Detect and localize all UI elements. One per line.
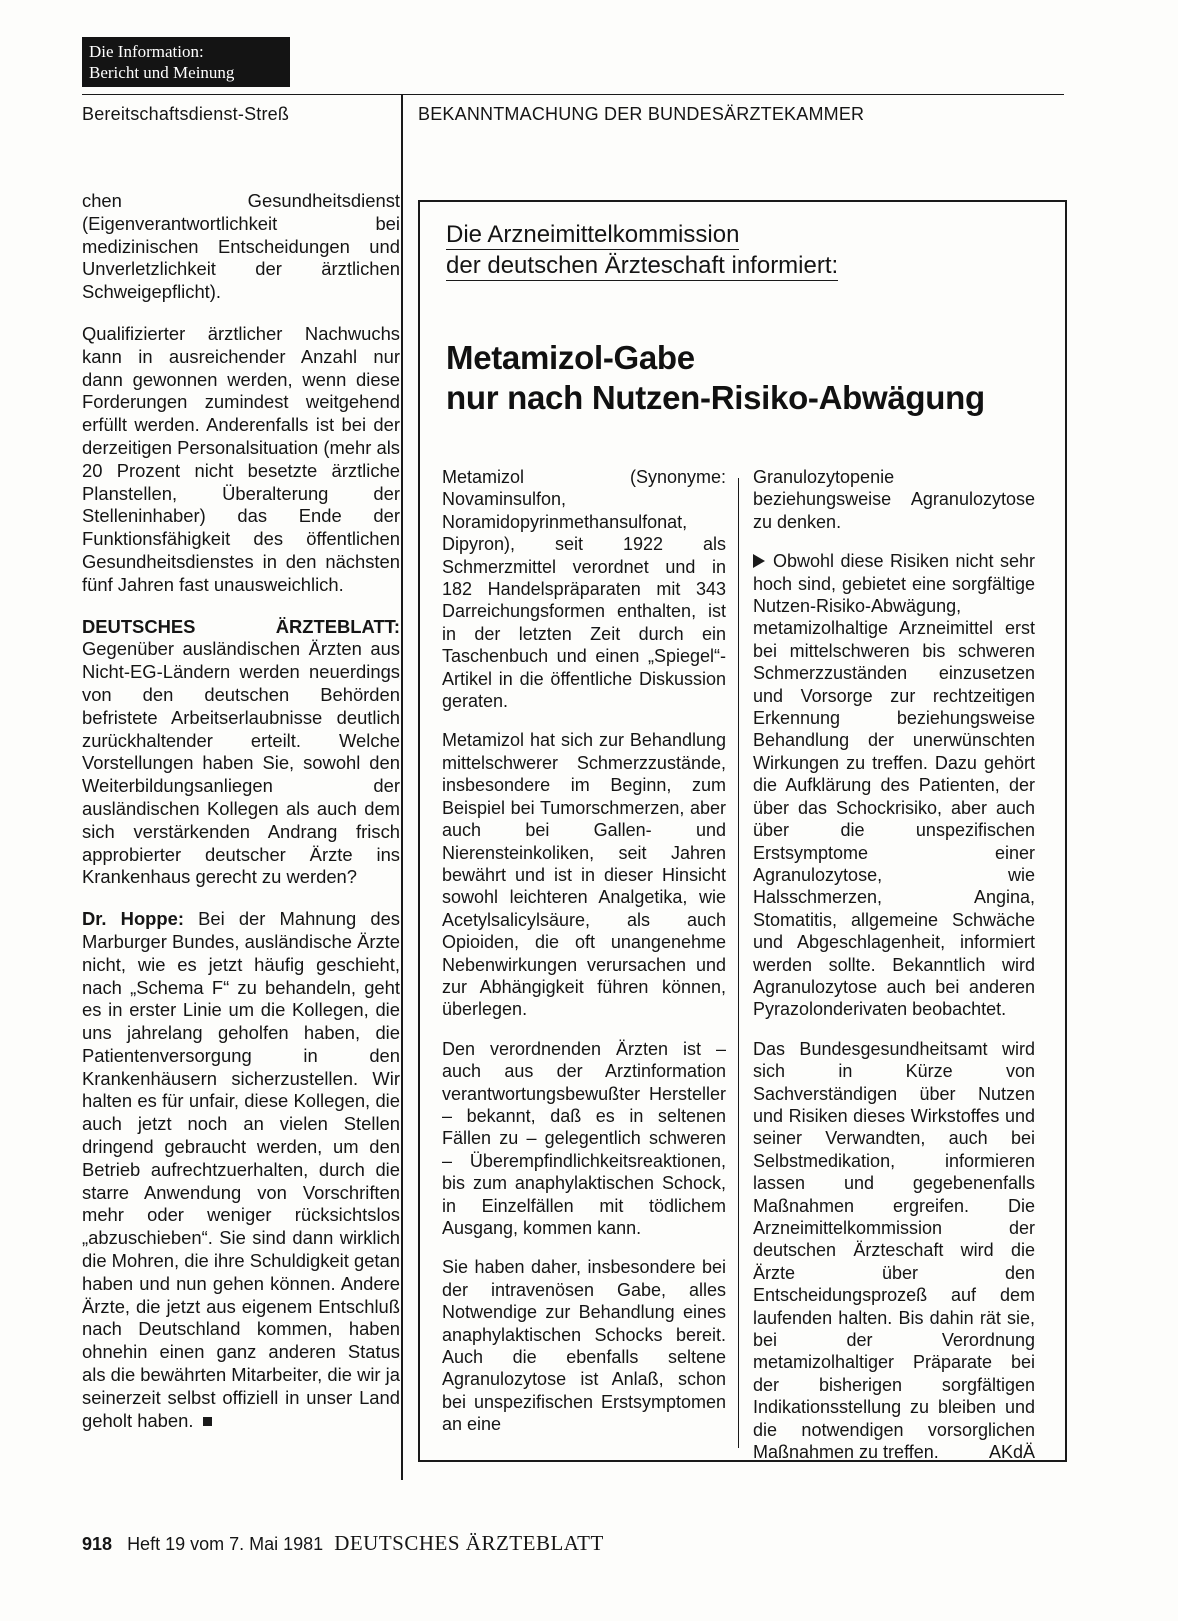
- box-paragraph: Metamizol hat sich zur Behandlung mittelschwerer Schmerzzustände, insbesondere im Beginn, zum Beispiel bei Tumorschmerzen, aber auch bei Gallen- und Nierensteinkoliken, seit Jahren bewährt und ist in dieser Hinsicht sowohl leichteren Analgetika, wie Acetylsalicylsäure, als auch Opioiden, die oft unangenehme Nebenwirkungen verursachen und zur Abhängigkeit führen können, überlegen.: [442, 730, 726, 1020]
- left-paragraph-4: [82, 908, 400, 1432]
- box-paragraph: Den verordnenden Ärzten ist – auch aus der Arztinformation verantwortungsbewußter Hersteller – bekannt, daß es in seltenen Fällen zu – gelegentlich schweren – Überempfindlichkeitsreaktionen, bis zum anaphylaktischen Schock, in Einzelfällen mit tödlichem Ausgang, kommen kann.: [442, 1038, 726, 1238]
- left-paragraph-1: chen Gesundheitsdienst (Eigenverantwortlichkeit bei medizinischen Entscheidungen und Unverletzlichkeit der ärztlichen Schweigepflicht).: [82, 190, 400, 303]
- question-text: Gegenüber ausländischen Ärzten aus Nicht-EG-Ländern werden neuerdings von den deutschen Behörden befristete Arbeitserlaubnisse deutlich zurückhaltender erteilt. Welche Vorstellungen haben Sie, sowohl den Weiterbildungsanliegen der ausländischen Kollegen als auch dem sich verstärkenden Andrang frisch approbierter deutscher Ärzte ins Krankenhaus gerecht zu werden?: [82, 638, 400, 888]
- box-paragraph: Sie haben daher, insbesondere bei der intravenösen Gabe, alles Notwendige zur Behandlung eines anaphylaktischen Schocks bereit. Auch die ebenfalls seltene Agranulozytose ist Anlaß, schon bei unspezifischen Erstsymptomen an eine: [442, 1257, 726, 1435]
- box-paragraph: [753, 1038, 1035, 1464]
- box-column-1: [442, 466, 726, 1453]
- right-section-title: BEKANNTMACHUNG DER BUNDESÄRZTEKAMMER: [418, 104, 865, 124]
- left-column: [82, 190, 400, 1451]
- box-paragraph: Metamizol (Synonyme: Novaminsulfon, Noramidopyrinmethansulfonat, Dipyron), seit 1922 als Schmerzmittel verordnet und in 182 Handelspräparaten mit 343 Darreichungsformen enthalten, ist in der letzten Zeit durch ein Taschenbuch und einen „Spiegel“-Artikel in die öffentliche Diskussion geraten.: [442, 467, 726, 712]
- page-footer: [82, 1531, 604, 1556]
- column-divider: [401, 94, 403, 1480]
- publication-name: DEUTSCHES ÄRZTEBLATT: [334, 1531, 604, 1555]
- highlight-text: Obwohl diese Risiken nicht sehr hoch sind, gebietet eine sorgfältige Nutzen-Risiko-Abwägung, metamizolhaltige Arzneimittel erst bei mittelschweren bis schweren Schmerzzuständen einzusetzen und Vorsorge zur rechtzeitigen Erkennung beziehungsweise Behandlung der unerwünschten Wirkungen zu treffen. Dazu gehört die Aufklärung des Patienten, der über das Schockrisiko, aber auch über die unspezifischen Erstsymptome einer Agranulozytose, wie Halsschmerzen, Angina, Stomatitis, allgemeine Schwäche und Abgeschlagenheit, informiert werden sollte. Bekanntlich wird Agranulozytose auch bei anderen Pyrazolonderivaten beobachtet.: [753, 551, 1035, 1020]
- closing-text: Das Bundesgesundheitsamt wird sich in Kürze von Sachverständigen über Nutzen und Risiken dieses Wirkstoffes und seiner Verwandten, auch bei Selbstmedikation, informieren lassen und gegebenenfalls Maßnahmen ergreifen. Die Arzneimittelkommission der deutschen Ärzteschaft wird die Ärzte über den Entscheidungsprozeß auf dem laufenden halten. Bis dahin rät sie, bei der Verordnung metamizolhaltiger Präparate bei der bisherigen sorgfältigen Indikationsstellung zu bleiben und die notwendigen vorsorglichen Maßnahmen zu treffen.: [753, 1038, 1035, 1463]
- page-number: 918: [82, 1534, 113, 1554]
- left-paragraph-2: Qualifizierter ärztlicher Nachwuchs kann in ausreichender Anzahl nur dann gewonnen werden, wenn diese Forderungen zumindest weitgehend erfüllt werden. Anderenfalls ist bei der derzeitigen Personalsituation (mehr als 20 Prozent nicht besetzte ärztliche Planstellen, Überalterung der Stelleninhaber) das Ende der Funktionsfähigkeit des öffentlichen Gesundheitsdienstes in den nächsten fünf Jahren fast unausweichlich.: [82, 322, 400, 595]
- header-rule: [82, 94, 1064, 95]
- left-section-title: Bereitschaftsdienst-Streß: [82, 104, 290, 124]
- badge-line-1: Die Information:: [89, 42, 204, 61]
- section-badge: [82, 37, 290, 87]
- box-column-2: [753, 466, 1035, 1480]
- headline-line-1: Metamizol-Gabe: [446, 339, 695, 376]
- box-paragraph: Granulozytopenie beziehungsweise Agranulozytose zu denken.: [753, 467, 1035, 532]
- issue-info: Heft 19 vom 7. Mai 1981: [127, 1534, 324, 1554]
- left-paragraph-3: [82, 616, 400, 890]
- author-signature: AKdÄ: [988, 1442, 1035, 1463]
- headline-line-2: nur nach Nutzen-Risiko-Abwägung: [446, 379, 985, 416]
- speaker-label: DEUTSCHES ÄRZTEBLATT:: [82, 615, 400, 637]
- kicker-line-1: Die Arzneimittelkommission: [446, 221, 740, 248]
- end-mark-icon: [203, 1417, 212, 1426]
- kicker-line-2: der deutschen Ärzteschaft informiert:: [446, 252, 839, 279]
- badge-line-2: Bericht und Meinung: [89, 63, 235, 82]
- box-kicker: [446, 221, 838, 283]
- answer-text: Bei der Mahnung des Marburger Bundes, ausländische Ärzte nicht, wie es jetzt häufig geschieht, nach „Schema F“ zu behandeln, geht es in erster Linie um die Kollegen, die uns jahrelang geholfen haben, die Patientenversorgung in den Krankenhäusern sicherzustellen. Wir halten es für unfair, diese Kollegen, die auch jetzt noch an vielen Stellen dringend gebraucht werden, um den Betrieb aufrechtzuerhalten, durch die starre Anwendung von Vorschriften mehr oder weniger rücksichtslos „abzuschieben“. Sie sind dann wirklich die Mohren, die ihre Schuldigkeit getan haben und nun gehen können. Andere Ärzte, die jetzt aus eigenem Entschluß nach Deutschland kommen, haben ohnehin einen ganz anderen Status als die bewährten Mitarbeiter, die wir ja seinerzeit selbst offiziell in unser Land geholt haben.: [82, 908, 400, 1431]
- box-paragraph-highlight: [753, 550, 1035, 1021]
- article-headline: [446, 338, 1046, 418]
- speaker-label: Dr. Hoppe:: [82, 908, 184, 930]
- box-column-divider: [738, 478, 739, 1448]
- triangle-bullet-icon: [753, 554, 765, 568]
